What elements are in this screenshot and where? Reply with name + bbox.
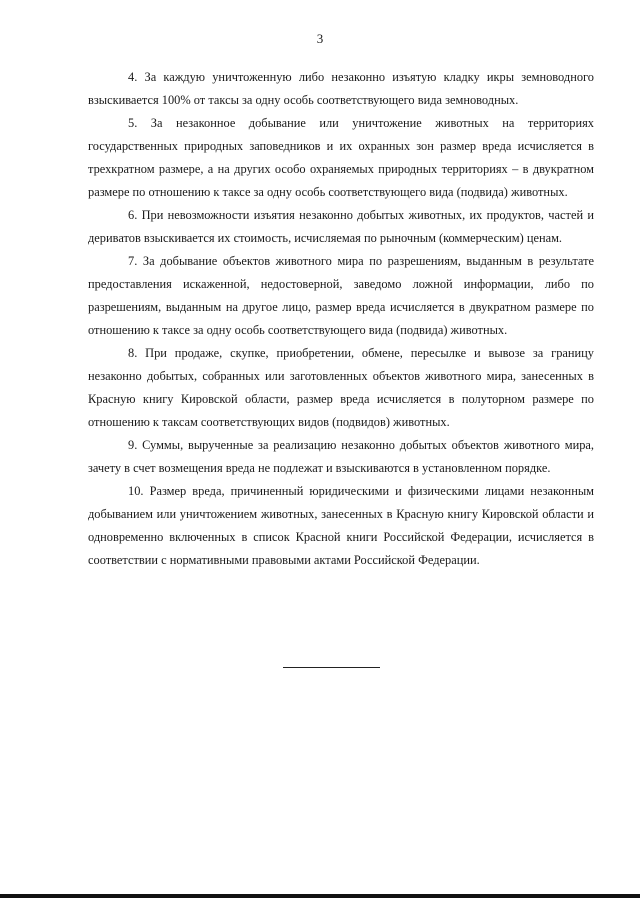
scan-edge-divider	[0, 894, 640, 898]
paragraph-6: 6. При невозможности изъятия незаконно добытых животных, их продуктов, частей и дериватов взыскивается их стоимость, исчисляемая по рыночным (коммерческим) ценам.	[88, 208, 594, 245]
paragraph-10: 10. Размер вреда, причиненный юридическими и физическими лицами незаконным добыванием или уничтожением животных, занесенных в Красную книгу Кировской области и одновременно включенных в список Красной книги Российской Федерации, исчисляется в соответствии с нормативными правовыми актами Российской Федерации.	[88, 484, 594, 567]
paragraph-4: 4. За каждую уничтоженную либо незаконно изъятую кладку икры земноводного взыскивается 100% от таксы за одну особь соответствующего вида земноводных.	[88, 70, 594, 107]
page-number: 3	[316, 31, 324, 46]
paragraph-5: 5. За незаконное добывание или уничтожение животных на территориях государственных природных заповедников и их охранных зон размер вреда исчисляется в трехкратном размере, а на других особо охраняемых природных территориях – в двукратном размере по отношению к таксе за одну особь соответствующего вида (подвида) животных.	[88, 116, 594, 199]
paragraph-7: 7. За добывание объектов животного мира по разрешениям, выданным в результате предоставления искаженной, недостоверной, заведомо ложной информации, либо по разрешениям, выданным на другое лицо, размер вреда исчисляется в двукратном размере по отношению к таксе за одну особь соответствующего вида (подвида) животных.	[88, 254, 594, 337]
paragraph-8: 8. При продаже, скупке, приобретении, обмене, пересылке и вывозе за границу незаконно добытых, собранных или заготовленных объектов животного мира, занесенных в Красную книгу Кировской области, размер вреда исчисляется в полуторном размере по отношению к таксам соответствующих видов (подвидов) животных.	[88, 346, 594, 429]
document-body	[88, 66, 594, 572]
paragraph-9: 9. Суммы, вырученные за реализацию незаконно добытых объектов животного мира, зачету в счет возмещения вреда не подлежат и взыскиваются в установленном порядке.	[88, 438, 594, 475]
closing-divider	[283, 667, 380, 668]
